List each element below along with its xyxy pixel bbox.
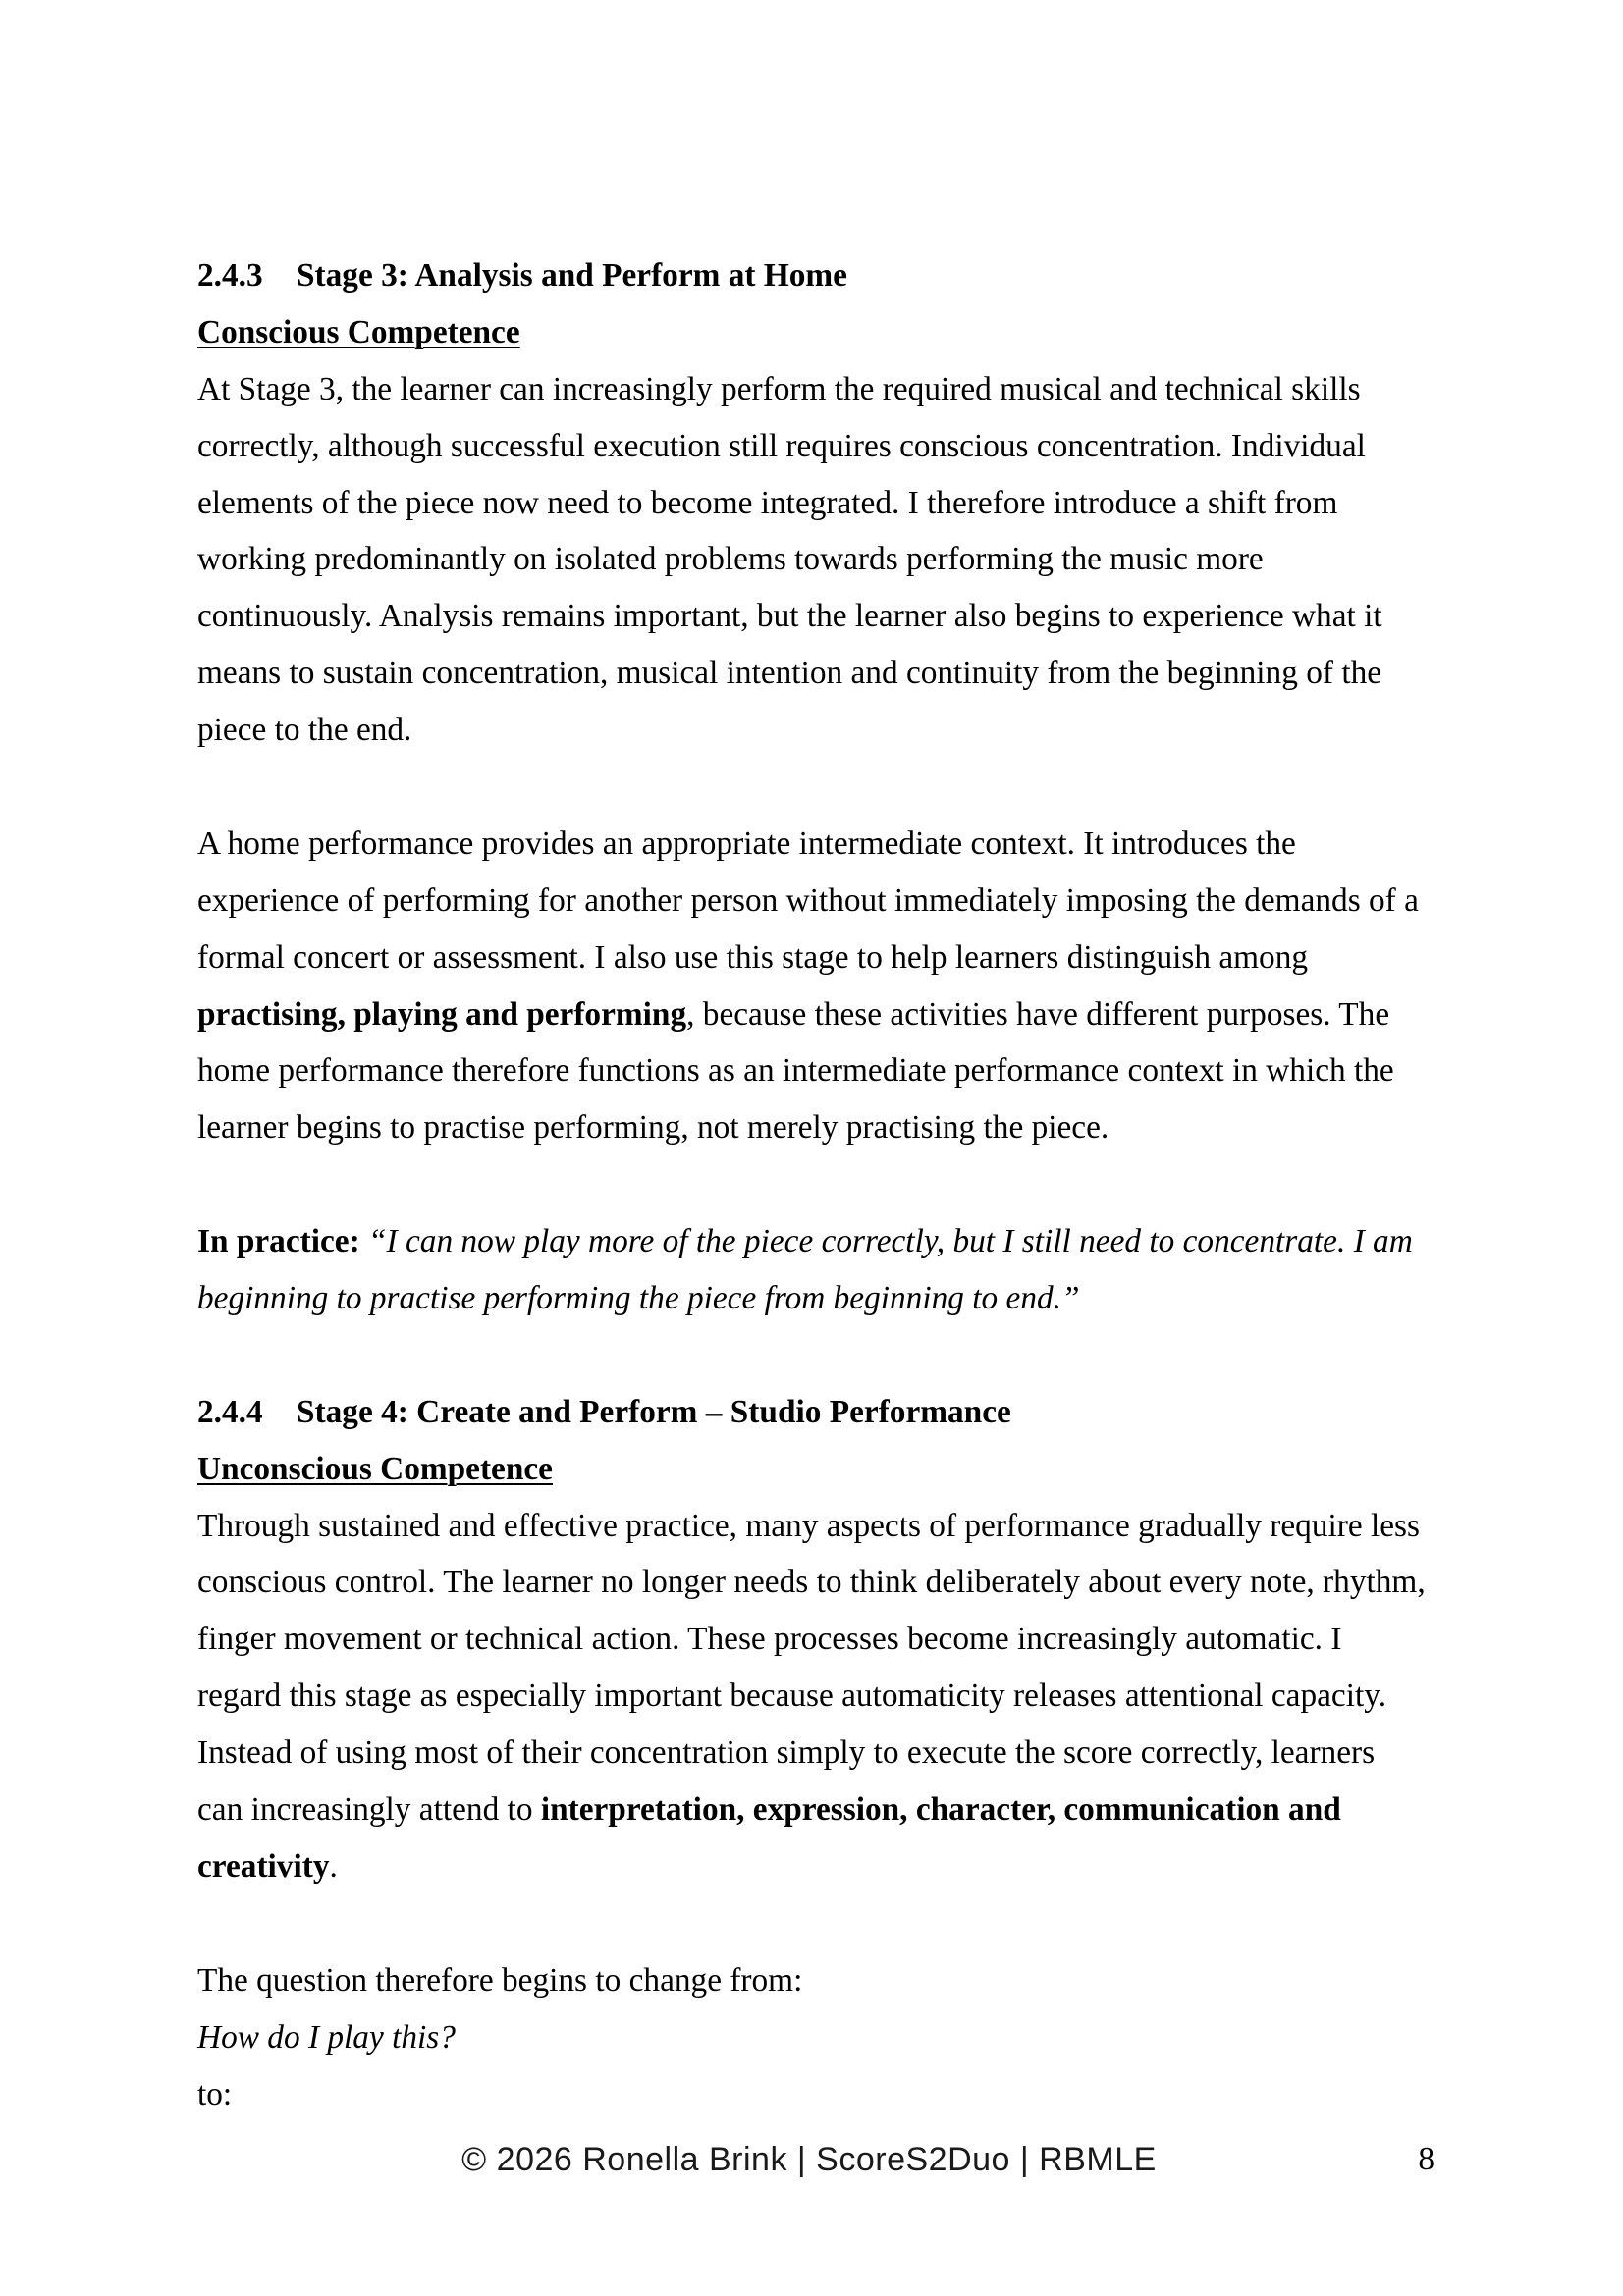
paragraph-line: conscious control. The learner no longer needs to think deliberately about every note, rhythm, bbox=[197, 1564, 1426, 1601]
section-subheading-line bbox=[197, 1441, 1444, 1498]
paragraph-line: to: bbox=[197, 2075, 233, 2112]
section-number: 2.4.3 bbox=[197, 257, 263, 294]
bold-phrase: interpretation, expression, character, communication and bbox=[540, 1791, 1341, 1829]
line-text: , because these activities have different purposes. The bbox=[686, 995, 1390, 1033]
paragraph-line: means to sustain concentration, musical intention and continuity from the beginning of the bbox=[197, 655, 1382, 692]
paragraph-line: regard this stage as especially important because automaticity releases attentional capacity. bbox=[197, 1678, 1387, 1715]
section-number: 2.4.4 bbox=[197, 1393, 263, 1430]
paragraph-line: elements of the piece now need to become integrated. I therefore introduce a shift from bbox=[197, 484, 1338, 521]
in-practice-label: In practice: bbox=[197, 1223, 360, 1260]
paragraph-spacer bbox=[197, 1156, 1444, 1213]
bold-phrase: practising, playing and performing bbox=[197, 995, 687, 1033]
paragraph-line: piece to the end. bbox=[197, 712, 412, 749]
section-heading bbox=[197, 247, 1444, 304]
paragraph-line: The question therefore begins to change from: bbox=[197, 1961, 803, 1999]
paragraph-line: learner begins to practise performing, not merely practising the piece. bbox=[197, 1109, 1109, 1147]
paragraph-line: At Stage 3, the learner can increasingly perform the required musical and technical skills bbox=[197, 370, 1361, 407]
in-practice-line bbox=[197, 1213, 1444, 1270]
paragraph-line: home performance therefore functions as an intermediate performance context in which the bbox=[197, 1052, 1394, 1090]
paragraph-spacer bbox=[197, 1896, 1444, 1952]
paragraph-line: correctly, although successful execution still requires conscious concentration. Individual bbox=[197, 427, 1366, 464]
bold-phrase: creativity bbox=[197, 1847, 330, 1885]
in-practice-quote: beginning to practise performing the piece from beginning to end.” bbox=[197, 1280, 1080, 1317]
section-title: Stage 3: Analysis and Perform at Home bbox=[297, 257, 847, 294]
section-subheading: Unconscious Competence bbox=[197, 1450, 553, 1487]
paragraph-spacer bbox=[197, 1327, 1444, 1384]
section-title: Stage 4: Create and Perform – Studio Performance bbox=[297, 1393, 1011, 1430]
paragraph-line: continuously. Analysis remains important, but the learner also begins to experience what it bbox=[197, 598, 1382, 635]
in-practice-quote: “I can now play more of the piece correctly, but I still need to concentrate. I am bbox=[368, 1223, 1413, 1260]
paragraph-line: working predominantly on isolated problems towards performing the music more bbox=[197, 541, 1264, 578]
paragraph-line: A home performance provides an appropriate intermediate context. It introduces the bbox=[197, 825, 1296, 862]
line-text: . bbox=[329, 1847, 338, 1885]
paragraph-line: finger movement or technical action. These processes become increasingly automatic. I bbox=[197, 1621, 1342, 1658]
line-text: can increasingly attend to bbox=[197, 1791, 533, 1829]
paragraph-spacer bbox=[197, 759, 1444, 816]
paragraph-line: Through sustained and effective practice, many aspects of performance gradually require less bbox=[197, 1507, 1420, 1544]
section-subheading-line bbox=[197, 304, 1444, 361]
paragraph-line: Instead of using most of their concentration simply to execute the score correctly, learners bbox=[197, 1735, 1376, 1772]
page-body bbox=[197, 247, 1444, 2122]
paragraph-line bbox=[197, 987, 1444, 1043]
paragraph-line: formal concert or assessment. I also use this stage to help learners distinguish among bbox=[197, 938, 1309, 976]
page-number: 8 bbox=[1418, 2141, 1434, 2177]
paragraph-line bbox=[197, 1839, 1444, 1896]
section-heading bbox=[197, 1384, 1444, 1441]
paragraph-line: experience of performing for another person without immediately imposing the demands of a bbox=[197, 881, 1419, 919]
footer-copyright: © 2026 Ronella Brink | ScoreS2Duo | RBMLE bbox=[461, 2141, 1157, 2178]
question-line: How do I play this? bbox=[197, 2018, 456, 2056]
section-subheading: Conscious Competence bbox=[197, 313, 520, 350]
paragraph-line bbox=[197, 1782, 1444, 1839]
